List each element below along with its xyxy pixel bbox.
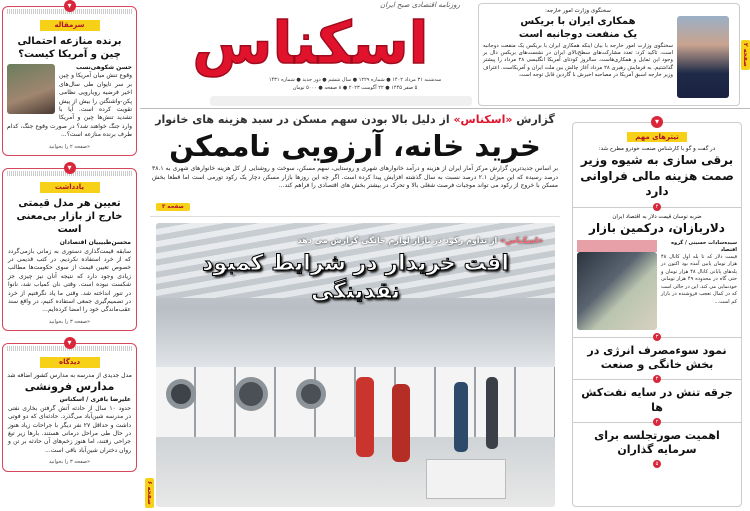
arrow-down-icon: ▾ <box>64 0 76 12</box>
arrow-down-icon: ▾ <box>651 116 663 128</box>
read-more-link[interactable]: «صفحه ۲ را بخوانید <box>48 143 91 150</box>
article-body: قیمت دلار که تا پله اول کانال ۴۸ هزار تومان پایین آمده بود اکنون در پله‌های پایانی کانال ۴۸ هزار تومان و حتی گاه در محدوده ۴۹ هزار تومانی خودنمایی می کند. این در حالی است که در کمال تعجب فروشنده در بازار کم است... <box>661 253 737 305</box>
kicker-brand: «اسکناس» <box>453 113 513 126</box>
read-more-link[interactable]: «صفحه ۳ را بخوانید <box>48 318 91 325</box>
factory-photo <box>156 223 555 507</box>
note-box <box>2 163 137 331</box>
page-number: ۵ <box>653 460 661 468</box>
headline-item[interactable]: اهمیت صورتجلسه برای سرمایه گذاران <box>594 428 720 457</box>
item-divider <box>577 330 737 344</box>
spokesman-photo <box>677 16 729 98</box>
item-footer <box>577 457 737 469</box>
editorial-box <box>2 1 137 156</box>
dollar-story <box>577 240 737 330</box>
author: علیرضا باقری / اسکناس <box>59 396 131 404</box>
arrow-down-icon: ▾ <box>64 162 76 174</box>
article-title[interactable]: تعیین هر مدل قیمتی خارج از بازار بی‌معنی است <box>16 198 123 236</box>
kicker-rest: از دلیل بالا بودن سهم مسکن در سبد هزینه های خانوار <box>155 113 454 126</box>
arrow-down-icon: ▾ <box>64 337 76 349</box>
washing-machine <box>234 377 268 411</box>
top-story-box <box>478 3 740 106</box>
article-title[interactable]: برنده منازعه احتمالی چین و آمریکا کیست؟ <box>17 36 122 61</box>
headline-item[interactable]: برقی سازی به شیوه وزیر صمت هزینه مالی فراوانی دارد <box>580 153 734 199</box>
divider <box>140 108 750 109</box>
article-kicker: مدل جدیدی از مدرسه به مدارس کشور اضافه شد <box>7 372 132 380</box>
read-more-link[interactable]: «صفحه ۳ را بخوانید <box>48 459 91 466</box>
worker <box>486 377 498 449</box>
photo-kicker <box>162 235 549 246</box>
red-banner <box>577 240 657 252</box>
headline-item[interactable]: دلاربازان، درکمین بازار <box>589 221 725 236</box>
kicker-prefix: گزارش <box>512 113 555 126</box>
page-number: ۲ <box>653 418 661 426</box>
worker <box>454 382 468 452</box>
issue-price-date: ۵ صفر ۱۴۴۵ ● ۲۲ آگوست ۲۰۲۳ ● ۸ صفحه ● ۵۰۰۰ تومان <box>292 85 418 91</box>
photo-overlay <box>162 235 549 306</box>
article-body: سابقه قیمت‌گذاری دستوری به زمانی بازمی‌گردد که از خرد استفاده نکردیم. در کتب قدیمی در خصوص تعیین قیمت از سوی حکومت‌ها مطالب زیادی وجود دارد که نتیجه آنان نیز چیزی جز شکست نبوده است. وقتی نان کمیاب شد، نانوا در تنور انداخته شد. وقتی ما یاد نگرفتیم از خرد در تصمیم‌گیری جمعی استفاده کنیم، در واقع سند عقب‌ماندگی خود را امضا کرده‌ایم... <box>8 247 131 314</box>
section-tag: سرمقاله <box>40 20 100 31</box>
lead-body: بر اساس جدیدترین گزارش مرکز آمار ایران از هزینه و درآمد خانوارهای شهری و روستایی، سهم مسکن، سوخت و روشنایی از کل هزینه خانوارهای شهری به ۳۸.۱ درصد رسیده که این میزان ۲.۱ درصد نسبت به سال گذشته افزایش پیدا کرده است. اگر چه این روزها بازار مسکن دچار یک رکود تورمی است اما قطعا بخش مسکن با خروج از رکود می تواند موجبات فرصت شغلی بالا و تحرک در بیشتر بخش های اقتصادی را فراهم کند... <box>152 165 558 190</box>
top-story-title-1[interactable]: همکاری ایران با بریکس <box>520 16 636 28</box>
article-content <box>3 61 136 140</box>
article-body: وقوع تنش میان آمریکا و چین بر سر تایوان طی سال‌های اخیر فرضیه رویارویی نظامی پکن-واشنگتن را بیش از پیش تقویت کرده است. آیا با تشدید تنش‌ها چین و آمریکا وارد جنگ خواهند شد؟ در صورت وقوع جنگ، کدام طرف برنده منازعه است؟... <box>7 72 132 139</box>
item-kicker: در گفت و گو با کارشناس صنعت خودرو مطرح شد: <box>598 146 716 152</box>
dollar-photo <box>577 252 657 330</box>
page-tag[interactable]: صفحه ۶ <box>145 478 154 508</box>
top-story-kicker: سخنگوی وزارت امور خارجه: <box>545 8 611 14</box>
top-story-body: سخنگوی وزارت امور خارجه با بیان اینکه همکاری ایران با بریکس یک منفعت دوجانبه است، تاکید کرد: تعدد مشارکت‌های سطح‌بالای ایران در نشست‌های بریکس دال بر وجود این تمایل و همکاری‌هاست. سالروز کودتای آمریکا انگلیسی ۲۸ مرداد را پیشتر گذاشتیم. به فرمایش رهبری ۲۸ مرداد آغاز چالش بین ملت ایران و آمریکاست. اعتراف وزیر خارجه اسبق آمریکا در مصاحبه اخیرش با گاردین قابل توجه است. <box>483 43 673 78</box>
item-divider <box>577 415 737 429</box>
top-story-title-2[interactable]: یک منفعت دوجانبه است <box>518 29 638 41</box>
lead-headline[interactable]: خرید خانه، آرزویی ناممکن <box>169 129 541 163</box>
author: سیده‌سادات حسینی / گروه اقتصاد <box>671 239 737 253</box>
section-tag: دیدگاه <box>40 357 100 368</box>
headlines-box <box>572 117 742 507</box>
dollar-story-text <box>661 240 737 330</box>
page-number: ۴ <box>653 203 661 211</box>
page-number: ۴ <box>653 375 661 383</box>
section-tag: یادداشت <box>40 182 100 193</box>
lead-kicker <box>150 112 560 127</box>
author: حسن شکوهی‌نسب <box>75 64 132 72</box>
kicker-rest: از تداوم رکود در بازار لوازم خانگی گزارش می دهد <box>297 236 501 246</box>
issue-info: سه‌شنبه ۳۱ مرداد ۱۴۰۲ ● شماره ۱۲۲۹ ● سال ششم ● دور جدید ● شماره ۱۴۳۱ <box>268 77 442 83</box>
left-column <box>2 1 137 472</box>
item-divider <box>577 372 737 386</box>
worker <box>356 377 374 457</box>
viewpoint-box <box>2 338 137 471</box>
masthead-bar <box>210 96 472 106</box>
page-tag[interactable]: صفحه ۲ <box>741 40 750 70</box>
author: محسن‌طبیبیان اقتصادان <box>59 239 131 247</box>
photo-headline[interactable]: افت خریدار در شرایط کمبود نقدینگی <box>202 251 509 305</box>
section-tag: تیترهای مهم <box>627 132 687 142</box>
masthead-tagline: روزنامه اقتصادی صبح ایران <box>379 1 460 9</box>
kicker-brand: «اسکناس» <box>500 236 543 246</box>
center-column <box>150 112 560 507</box>
dollar-photo-wrap <box>577 240 657 330</box>
page-number: ۳ <box>653 333 661 341</box>
page-tag[interactable]: صفحه ۳ <box>156 203 190 211</box>
item-divider <box>577 200 737 214</box>
masthead-logo: اسکناس <box>192 9 429 77</box>
washing-machine <box>296 379 326 409</box>
washing-machine <box>166 379 196 409</box>
worker <box>392 384 410 462</box>
article-body: حدود ۱۰ سال از حادثه آتش گرفتن بخاری نفتی در مدرسه شین‌آباد می‌گذرد. حادثه‌ای که دو فوتی داشت و حداقل ۲۷ نفر دیگر با جراحات زیاد هنوز در حال طی مراحل درمانی هستند. بارها زیر تیغ جراحی رفتند، اما هنوز زخم‌های آن حادثه بر تن و روان دختران شین‌آباد باقی است... <box>8 404 132 454</box>
top-story-text <box>483 8 673 79</box>
headline-item[interactable]: نمود سوء‌مصرف انرژی در بخش خانگی و صنعت <box>587 343 727 371</box>
article-title[interactable]: مدارس فرونشی <box>24 380 115 394</box>
item-kicker: ضربه نوسان قیمت دلار به اقتصاد ایران <box>612 213 702 220</box>
lead-footer <box>150 191 560 217</box>
headline-item[interactable]: جرقه تنش در سایه نفت‌کش ها <box>581 386 733 414</box>
author-photo <box>7 64 55 114</box>
cart <box>426 459 506 499</box>
